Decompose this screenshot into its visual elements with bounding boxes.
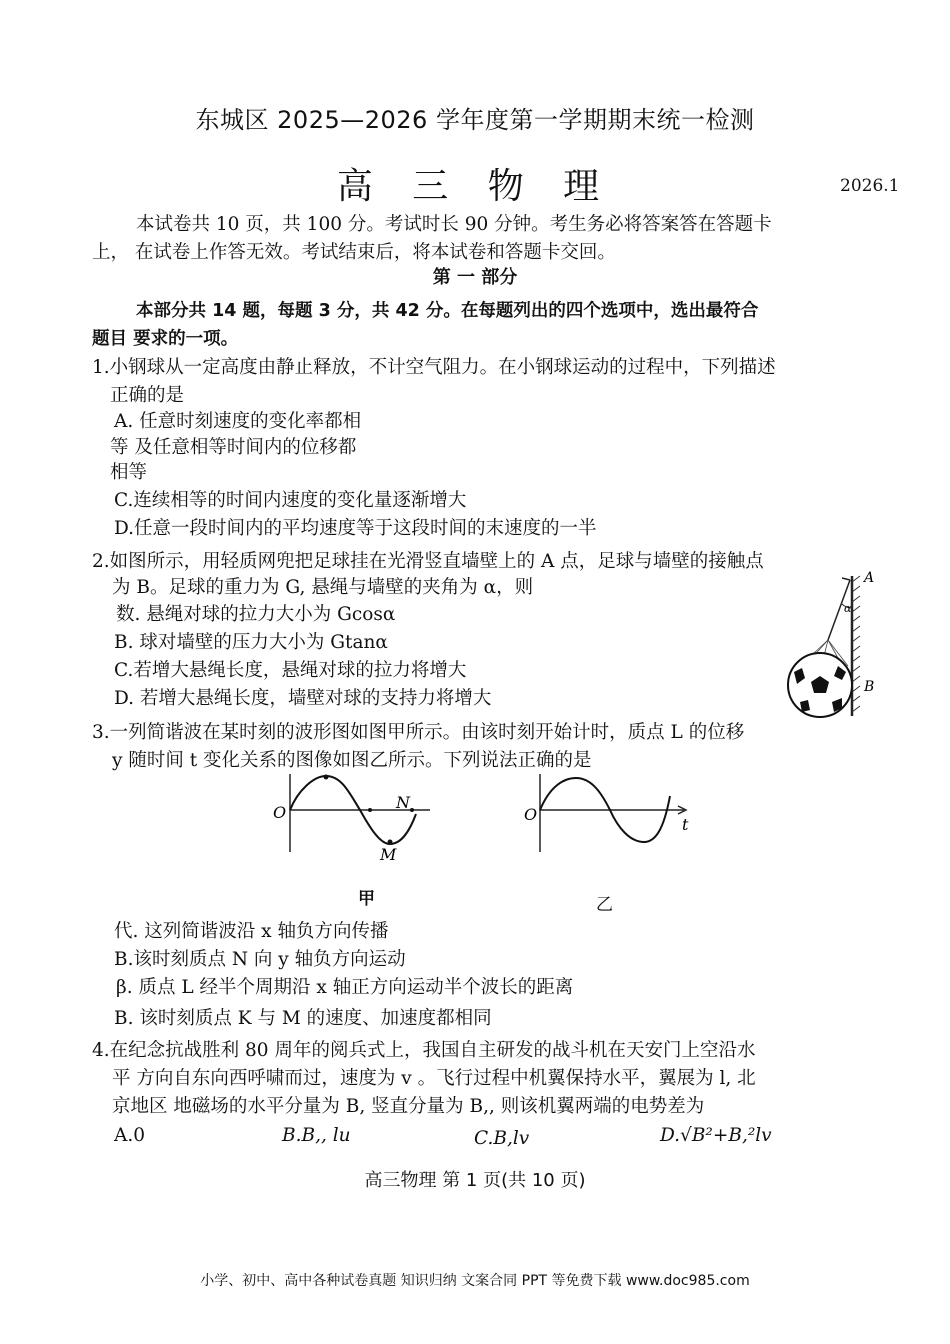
intro-line-1: 本试卷共 10 页，共 100 分。考试时长 90 分钟。考生务必将答案答在答题卡 <box>136 214 772 235</box>
q3-caption-yi: 乙 <box>596 895 613 915</box>
jia-l-point <box>368 808 372 812</box>
q2-ball-wall-figure <box>780 568 880 718</box>
q2-option-c: C.若增大悬绳长度，悬绳对球的拉力将增大 <box>114 660 467 681</box>
part-instruction-1: 本部分共 14 题，每题 3 分，共 42 分。在每题列出的四个选项中，选出最符合 <box>136 301 759 321</box>
q3-stem-1: 3.一列简谐波在某时刻的波形图如图甲所示。由该时刻开始计时，质点 L 的位移 <box>92 722 745 743</box>
jia-peak-point <box>324 775 329 780</box>
intro-line-2: 上， 在试卷上作答无效。考试结束后，将本试卷和答题卡交回。 <box>92 242 616 263</box>
subject-title: 高 三 物 理 <box>336 166 614 207</box>
q4-stem-1: 4.在纪念抗战胜利 80 周年的阅兵式上，我国自主研发的战斗机在天安门上空沿水 <box>92 1040 756 1061</box>
q4-stem-2: 平 方向自东向西呼啸而过，速度为 v 。飞行过程中机翼保持水平，翼展为 l, 北 <box>112 1068 756 1089</box>
jia-origin-label: O <box>273 803 287 822</box>
fig-label-b: B <box>864 679 875 695</box>
page-footer: 高三物理 第 1 页(共 10 页) <box>364 1170 586 1191</box>
q3-caption-jia: 甲 <box>358 889 375 909</box>
q4-option-d: D.√B²+B,²lv <box>660 1125 772 1146</box>
jia-m-point <box>388 840 393 845</box>
fig-label-alpha: α <box>844 602 852 615</box>
jia-n-label: N <box>396 793 410 812</box>
q3-vibration-figure-yi <box>520 772 700 862</box>
q2-stem-2: 为 B。足球的重力为 G, 悬绳与墙壁的夹角为 α，则 <box>112 577 534 598</box>
exam-title: 东城区 2025—2026 学年度第一学期期末统一检测 <box>195 106 755 134</box>
yi-t-label: t <box>682 815 689 834</box>
q1-option-a-3: 相等 <box>110 462 148 483</box>
q1-option-d: D.任意一段时间内的平均速度等于这段时间的末速度的一半 <box>114 518 597 539</box>
q3-option-a: 代. 这列简谐波沿 x 轴负方向传播 <box>114 921 389 942</box>
q3-option-d: B. 该时刻质点 K 与 M 的速度、加速度都相同 <box>114 1008 492 1029</box>
q1-stem-1: 1.小钢球从一定高度由静止释放，不计空气阻力。在小钢球运动的过程中，下列描述 <box>92 357 776 378</box>
q2-option-b: B. 球对墙壁的压力大小为 Gtanα <box>114 632 388 653</box>
q1-stem-2: 正确的是 <box>110 385 185 406</box>
q2-option-a: 数. 悬绳对球的拉力大小为 Gcosα <box>116 604 396 625</box>
yi-origin-label: O <box>524 805 538 824</box>
q3-option-b: B.该时刻质点 N 向 y 轴负方向运动 <box>114 949 406 970</box>
q3-stem-2: y 随时间 t 变化关系的图像如图乙所示。下列说法正确的是 <box>112 750 592 771</box>
q2-stem-1: 2.如图所示，用轻质网兜把足球挂在光滑竖直墙壁上的 A 点，足球与墙壁的接触点 <box>92 551 764 572</box>
q4-stem-3: 京地区 地磁场的水平分量为 B, 竖直分量为 B,, 则该机翼两端的电势差为 <box>112 1096 705 1117</box>
site-footer: 小学、初中、高中各种试卷真题 知识归纳 文案合同 PPT 等免费下载 www.doc985.com <box>200 1273 750 1289</box>
q3-option-c: β. 质点 L 经半个周期沿 x 轴正方向运动半个波长的距离 <box>116 977 574 998</box>
fig-label-a: A <box>864 570 875 586</box>
q1-option-a-1: A. 任意时刻速度的变化率都相 <box>114 411 362 432</box>
q1-option-a-2: 等 及任意相等时间内的位移都 <box>110 437 357 458</box>
part-heading: 第 一 部分 <box>432 267 518 288</box>
exam-date: 2026.1 <box>840 176 900 196</box>
part-instruction-2: 题目 要求的一项。 <box>92 329 239 349</box>
q2-option-d: D. 若增大悬绳长度，墙壁对球的支持力将增大 <box>114 688 492 709</box>
jia-n-point <box>410 808 414 812</box>
q1-option-c: C.连续相等的时间内速度的变化量逐渐增大 <box>114 490 467 511</box>
q4-option-a: A.0 <box>114 1125 146 1146</box>
q4-option-b: B.B,, lu <box>282 1125 351 1146</box>
hook-line <box>842 578 850 580</box>
q3-wave-figure-jia <box>270 772 445 862</box>
q4-option-c: C.B,lv <box>474 1128 530 1149</box>
jia-m-label: M <box>380 845 397 862</box>
